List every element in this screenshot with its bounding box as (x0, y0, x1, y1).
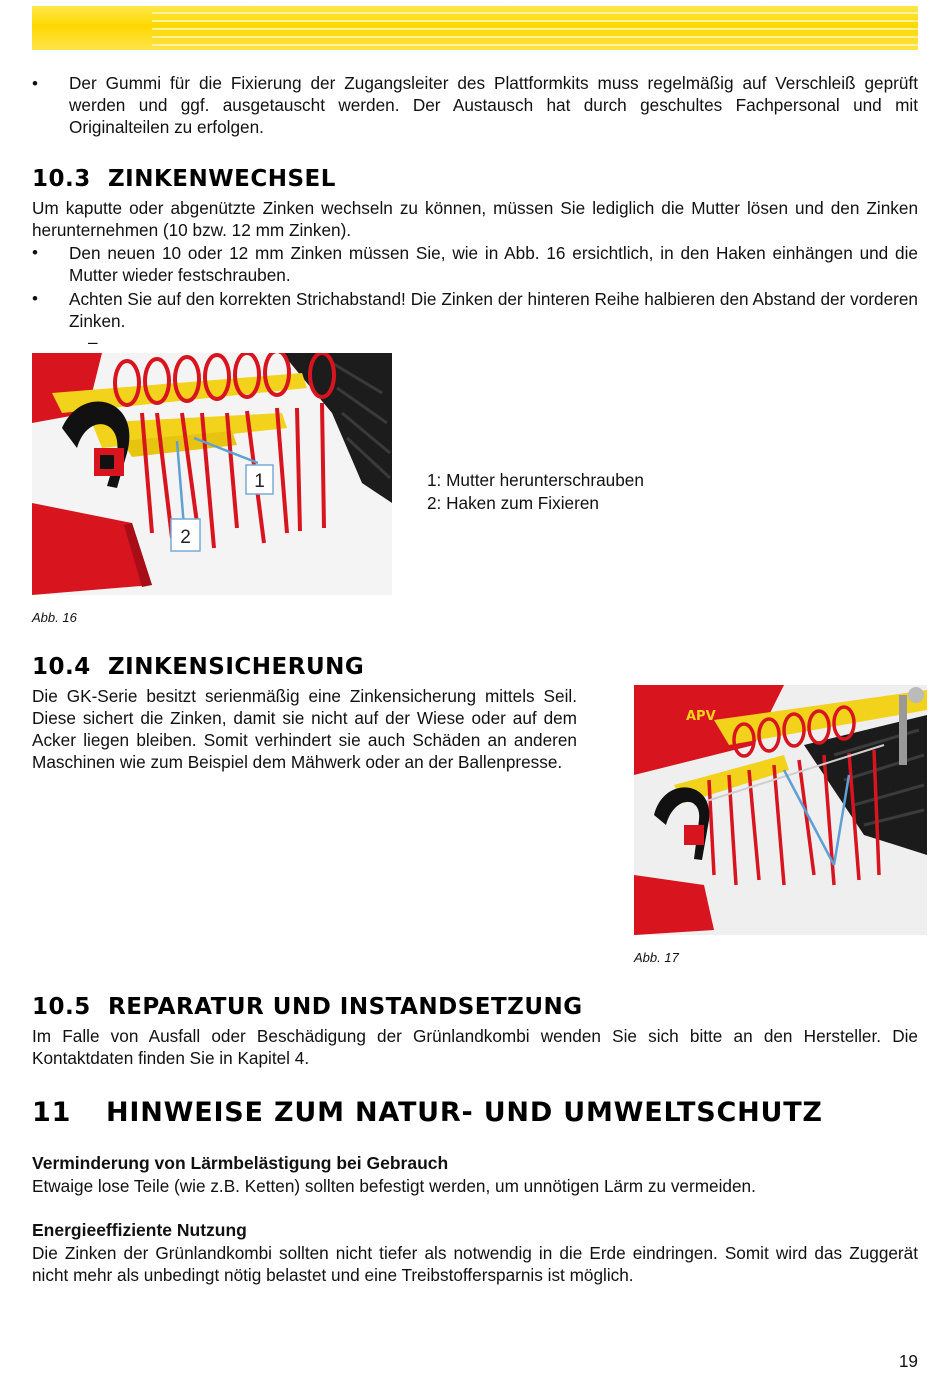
section-10-3-bullet-2: Achten Sie auf den korrekten Strichabstand! Die Zinken der hinteren Reihe halbieren den Abstand der vorderen Zinken. (69, 289, 918, 331)
bullet-marker: • (32, 74, 38, 93)
section-heading-10-5 (32, 994, 583, 1020)
figure-16-caption: Abb. 16 (32, 610, 77, 625)
page-number: 19 (898, 1351, 918, 1371)
bullet-marker: • (32, 243, 38, 262)
energy-paragraph: Die Zinken der Grünlandkombi sollten nicht tiefer als notwendig in die Erde eindringen. Somit wird das Zuggerät nicht mehr als unbedingt nötig belastet und eine Treibstoffersparnis ist möglich. (32, 1243, 918, 1285)
noise-paragraph: Etwaige lose Teile (wie z.B. Ketten) sollten befestigt werden, um unnötigen Lärm zu vermeiden. (32, 1176, 756, 1196)
tine-assembly-illustration (32, 353, 392, 595)
section-10-3-bullet-1: Den neuen 10 oder 12 mm Zinken müssen Sie, wie in Abb. 16 ersichtlich, in den Haken einhängen und die Mutter wieder festschrauben. (69, 243, 918, 285)
chapter-number: 11 (32, 1097, 72, 1128)
section-heading-10-3 (32, 166, 336, 192)
subheading-noise: Verminderung von Lärmbelästigung bei Gebrauch (32, 1153, 449, 1173)
section-10-3-paragraph: Um kaputte oder abgenützte Zinken wechseln zu können, müssen Sie lediglich die Mutter lösen und den Zinken herunternehmen (10 bzw. 12 mm Zinken). (32, 198, 918, 240)
figure-17-caption: Abb. 17 (634, 950, 679, 965)
section-heading-10-4 (32, 654, 364, 680)
figure-16-legend-2: 2: Haken zum Fixieren (427, 493, 599, 513)
header-banner (32, 6, 918, 50)
chapter-title: HINWEISE ZUM NATUR- UND UMWELTSCHUTZ (106, 1097, 823, 1128)
section-10-5-paragraph: Im Falle von Ausfall oder Beschädigung der Grünlandkombi wenden Sie sich bitte an den Hersteller. Die Kontaktdaten finden Sie in Kapitel 4. (32, 1026, 918, 1068)
stray-dash: – (88, 332, 98, 352)
intro-bullet-text: Der Gummi für die Fixierung der Zugangsleiter des Plattformkits muss regelmäßig auf Verschleiß geprüft werden und ggf. ausgetauscht werden. Der Austausch hat durch geschultes Fachpersonal und mit Originalteilen zu erfolgen. (69, 73, 918, 137)
section-10-4-paragraph: Die GK-Serie besitzt serienmäßig eine Zinkensicherung mittels Seil. Diese sichert die Zinken, damit sie nicht auf der Wiese oder auf dem Acker liegen bleiben. Somit verhindert sie auch Schäden an anderen Maschinen wie zum Beispiel dem Mähwerk oder an der Ballenpresse. (32, 686, 577, 772)
section-title: REPARATUR UND INSTANDSETZUNG (108, 994, 583, 1020)
section-title: ZINKENWECHSEL (108, 166, 336, 192)
section-number: 10.5 (32, 994, 91, 1020)
subheading-energy: Energieeffiziente Nutzung (32, 1220, 247, 1240)
apv-logo-text: APV (686, 709, 716, 724)
figure-16-legend-1: 1: Mutter herunterschrauben (427, 470, 644, 490)
tine-safety-rope-illustration (634, 685, 927, 935)
bullet-marker: • (32, 289, 38, 308)
callout-2-label: 2 (180, 527, 191, 548)
chapter-heading-11 (32, 1097, 823, 1128)
figure-16-photo (32, 353, 392, 595)
section-number: 10.4 (32, 654, 91, 680)
figure-17-photo (634, 685, 927, 935)
callout-1-label: 1 (254, 471, 265, 492)
section-title: ZINKENSICHERUNG (108, 654, 365, 680)
section-number: 10.3 (32, 166, 91, 192)
